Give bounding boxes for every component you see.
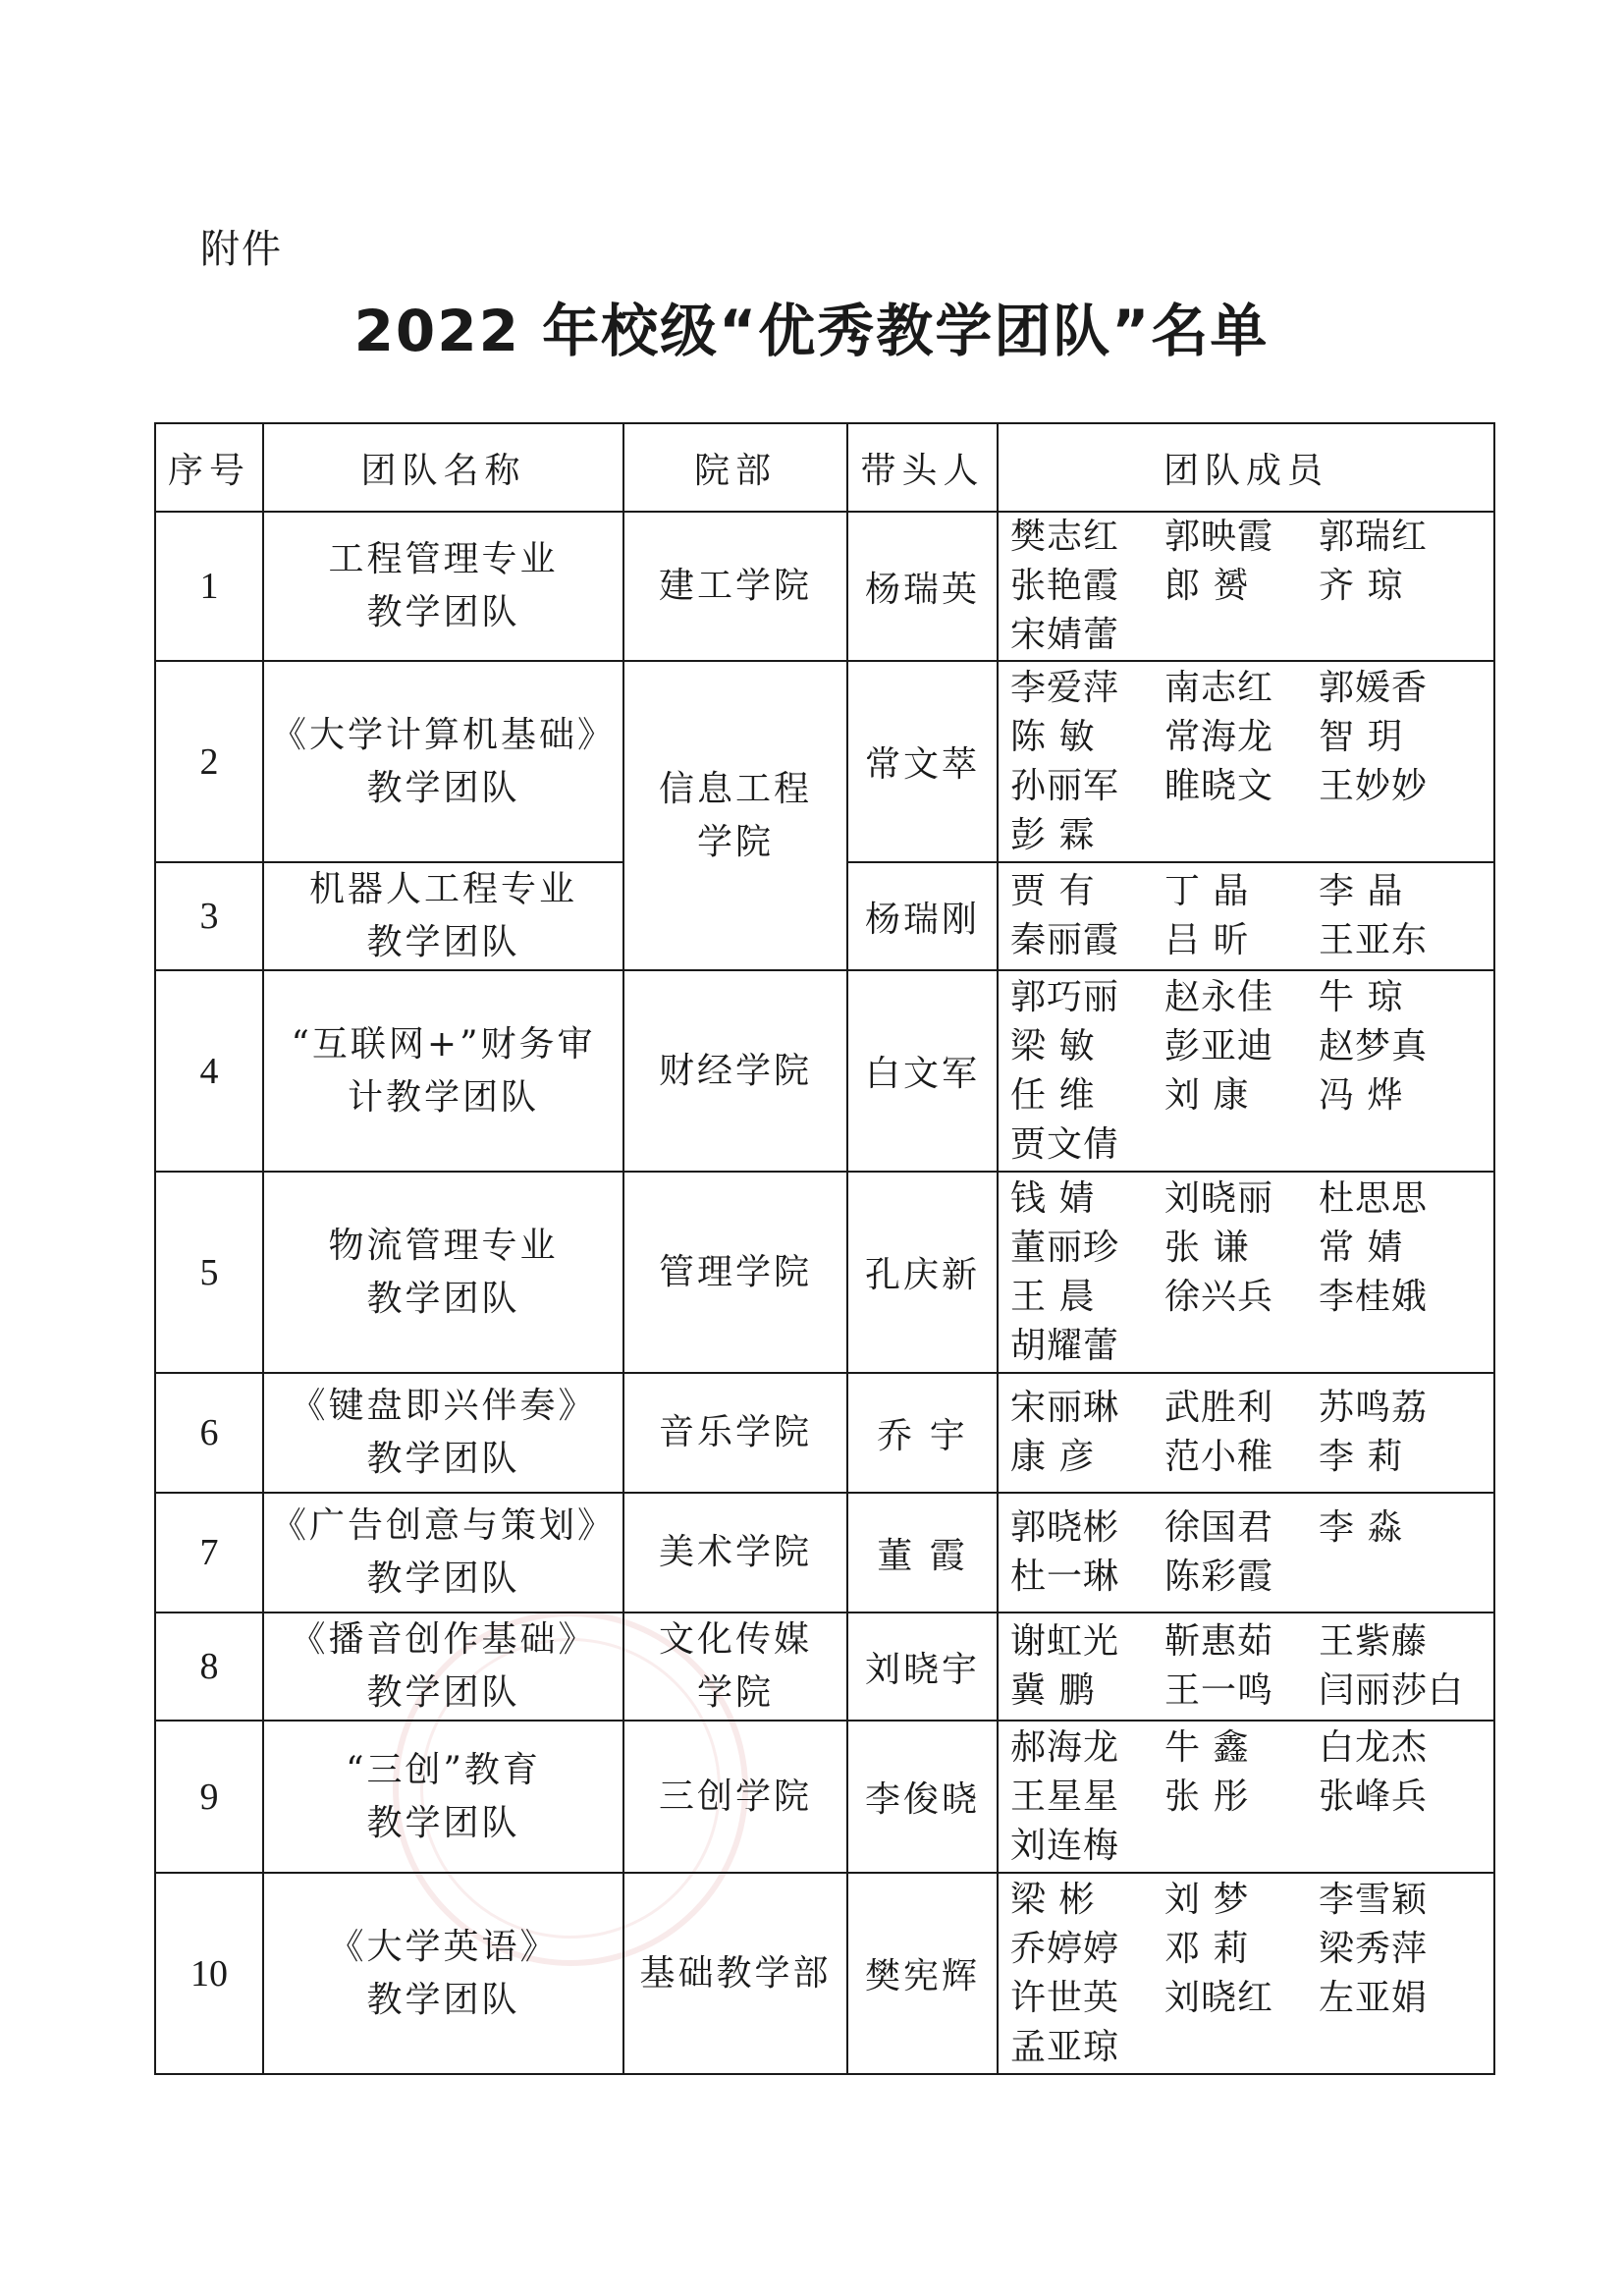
team-name bbox=[263, 1373, 623, 1493]
team-name-line: 教学团队 bbox=[366, 1672, 520, 1713]
team-members bbox=[998, 1873, 1494, 2074]
team-members bbox=[998, 970, 1494, 1172]
row-number: 6 bbox=[155, 1373, 263, 1493]
team-name-line: 教学团队 bbox=[366, 1558, 520, 1599]
member-name: 赵永佳 bbox=[1164, 976, 1274, 1017]
member-name: 康 彦 bbox=[1010, 1437, 1096, 1477]
department bbox=[623, 1613, 847, 1721]
member-name: 闫丽莎白 bbox=[1319, 1670, 1465, 1711]
team-name-line: 教学团队 bbox=[366, 1802, 520, 1843]
table-row bbox=[155, 1873, 1494, 2074]
member-name: 智 玥 bbox=[1319, 716, 1404, 757]
team-members bbox=[998, 1721, 1494, 1873]
department-line: 管理学院 bbox=[658, 1251, 812, 1292]
team-members bbox=[998, 1172, 1494, 1373]
team-name bbox=[263, 1493, 623, 1613]
team-leader: 常文萃 bbox=[847, 661, 998, 862]
team-name bbox=[263, 862, 623, 970]
department bbox=[623, 661, 847, 970]
member-name: 宋丽琳 bbox=[1010, 1388, 1120, 1428]
team-name-line: 教学团队 bbox=[366, 1439, 520, 1479]
team-members bbox=[998, 661, 1494, 862]
team-name-line: 《键盘即兴伴奏》 bbox=[290, 1386, 597, 1426]
team-name-line: 机器人工程专业 bbox=[308, 869, 577, 909]
row-number: 4 bbox=[155, 970, 263, 1172]
member-name: 张 彤 bbox=[1164, 1776, 1250, 1817]
department-line: 美术学院 bbox=[658, 1532, 812, 1572]
team-name bbox=[263, 1873, 623, 2074]
row-number: 2 bbox=[155, 661, 263, 862]
member-name: 刘 梦 bbox=[1164, 1879, 1250, 1920]
members-grid bbox=[1010, 1503, 1493, 1602]
member-name: 郭晓彬 bbox=[1010, 1507, 1120, 1548]
members-grid bbox=[1010, 1384, 1493, 1482]
member-name: 靳惠茹 bbox=[1164, 1621, 1274, 1662]
members-grid bbox=[1010, 973, 1493, 1170]
member-name: 冯 烨 bbox=[1319, 1074, 1404, 1116]
member-name: 刘 康 bbox=[1164, 1074, 1250, 1116]
member-name: 王 晨 bbox=[1010, 1276, 1096, 1317]
member-name: 刘晓红 bbox=[1164, 1977, 1274, 2018]
member-name: 睢晓文 bbox=[1164, 765, 1274, 806]
header-num: 序号 bbox=[155, 423, 263, 512]
row-number: 5 bbox=[155, 1172, 263, 1373]
member-name: 彭 霖 bbox=[1010, 814, 1096, 855]
department-line: 财经学院 bbox=[658, 1050, 812, 1091]
department bbox=[623, 1373, 847, 1493]
team-name-line: 教学团队 bbox=[366, 1979, 520, 2020]
member-name: 孟亚琼 bbox=[1010, 2026, 1120, 2067]
member-name: 张峰兵 bbox=[1319, 1776, 1429, 1817]
team-name bbox=[263, 661, 623, 862]
member-name: 武胜利 bbox=[1164, 1388, 1274, 1428]
team-leader: 孔庆新 bbox=[847, 1172, 998, 1373]
table-header-row bbox=[155, 423, 1494, 512]
table-row bbox=[155, 1721, 1494, 1873]
member-name: 徐国君 bbox=[1164, 1507, 1274, 1548]
department-line: 文化传媒 bbox=[658, 1619, 812, 1660]
member-name: 贾文倩 bbox=[1010, 1123, 1120, 1165]
member-name: 李 晶 bbox=[1319, 871, 1404, 911]
team-name-line: 《大学英语》 bbox=[328, 1926, 559, 1967]
member-name: 王妙妙 bbox=[1319, 765, 1429, 806]
table-row bbox=[155, 512, 1494, 661]
member-name: 白龙杰 bbox=[1319, 1726, 1429, 1768]
member-name: 齐 琼 bbox=[1319, 566, 1404, 606]
member-name: 陈 敏 bbox=[1010, 716, 1096, 757]
row-number: 1 bbox=[155, 512, 263, 661]
team-name-line: 计教学团队 bbox=[347, 1076, 539, 1118]
team-leader: 李俊晓 bbox=[847, 1721, 998, 1873]
member-name: 王星星 bbox=[1010, 1776, 1120, 1817]
team-leader: 白文军 bbox=[847, 970, 998, 1172]
department-line: 学院 bbox=[696, 1672, 774, 1713]
member-name: 陈彩霞 bbox=[1164, 1557, 1274, 1597]
team-members bbox=[998, 512, 1494, 661]
member-name: 牛 琼 bbox=[1319, 976, 1404, 1017]
member-name: 郭巧丽 bbox=[1010, 976, 1120, 1017]
members-grid bbox=[1010, 1175, 1493, 1371]
member-name: 梁 敏 bbox=[1010, 1025, 1096, 1066]
member-name: 彭亚迪 bbox=[1164, 1025, 1274, 1066]
team-name-line: 《广告创意与策划》 bbox=[270, 1505, 616, 1546]
department bbox=[623, 1493, 847, 1613]
team-leader: 杨瑞英 bbox=[847, 512, 998, 661]
member-name: 贾 有 bbox=[1010, 871, 1096, 911]
member-name: 樊志红 bbox=[1010, 517, 1120, 557]
department bbox=[623, 512, 847, 661]
department bbox=[623, 1873, 847, 2074]
member-name: 郎 赟 bbox=[1164, 566, 1250, 606]
department bbox=[623, 1721, 847, 1873]
member-name: 刘晓丽 bbox=[1164, 1177, 1274, 1219]
team-members bbox=[998, 1493, 1494, 1613]
member-name: 南志红 bbox=[1164, 667, 1274, 708]
department-line: 三创学院 bbox=[658, 1776, 812, 1817]
department bbox=[623, 970, 847, 1172]
members-grid bbox=[1010, 1617, 1493, 1716]
member-name: 苏鸣荔 bbox=[1319, 1388, 1429, 1428]
member-name: 宋婧蕾 bbox=[1010, 615, 1120, 655]
member-name: 郝海龙 bbox=[1010, 1726, 1120, 1768]
team-name-line: 《大学计算机基础》 bbox=[270, 714, 616, 755]
team-name bbox=[263, 512, 623, 661]
team-name-line: 教学团队 bbox=[366, 592, 520, 632]
members-grid bbox=[1010, 1876, 1493, 2072]
member-name: 郭瑞红 bbox=[1319, 517, 1429, 557]
member-name: 钱 婧 bbox=[1010, 1177, 1096, 1219]
team-leader: 樊宪辉 bbox=[847, 1873, 998, 2074]
department-line: 基础教学部 bbox=[639, 1952, 832, 1994]
member-name: 任 维 bbox=[1010, 1074, 1096, 1116]
department bbox=[623, 1172, 847, 1373]
member-name: 张 谦 bbox=[1164, 1227, 1250, 1268]
team-roster-table bbox=[154, 422, 1495, 2075]
header-members: 团队成员 bbox=[998, 423, 1494, 512]
team-members bbox=[998, 862, 1494, 970]
table-row bbox=[155, 970, 1494, 1172]
member-name: 杜一琳 bbox=[1010, 1557, 1120, 1597]
member-name: 郭映霞 bbox=[1164, 517, 1274, 557]
attachment-label: 附件 bbox=[200, 227, 283, 272]
members-grid bbox=[1010, 867, 1493, 965]
member-name: 孙丽军 bbox=[1010, 765, 1120, 806]
team-name-line: 工程管理专业 bbox=[328, 539, 559, 579]
row-number: 8 bbox=[155, 1613, 263, 1721]
team-members bbox=[998, 1373, 1494, 1493]
member-name: 冀 鹏 bbox=[1010, 1670, 1096, 1711]
department-line: 建工学院 bbox=[658, 566, 812, 606]
member-name: 胡耀蕾 bbox=[1010, 1325, 1120, 1366]
member-name: 李 淼 bbox=[1319, 1507, 1404, 1548]
team-name bbox=[263, 1613, 623, 1721]
member-name: 王亚东 bbox=[1319, 920, 1429, 960]
member-name: 李雪颖 bbox=[1319, 1879, 1429, 1920]
header-dept: 院部 bbox=[623, 423, 847, 512]
team-name-line: 物流管理专业 bbox=[328, 1225, 559, 1266]
member-name: 常海龙 bbox=[1164, 716, 1274, 757]
member-name: 赵梦真 bbox=[1319, 1025, 1429, 1066]
member-name: 吕 昕 bbox=[1164, 920, 1250, 960]
member-name: 谢虹光 bbox=[1010, 1621, 1120, 1662]
member-name: 徐兴兵 bbox=[1164, 1276, 1274, 1317]
table-row bbox=[155, 1493, 1494, 1613]
document-title: 2022 年校级“优秀教学团队”名单 bbox=[353, 298, 1270, 364]
department-line: 信息工程 bbox=[658, 768, 812, 809]
table-row bbox=[155, 1613, 1494, 1721]
team-leader: 杨瑞刚 bbox=[847, 862, 998, 970]
member-name: 邓 莉 bbox=[1164, 1928, 1250, 1969]
row-number: 3 bbox=[155, 862, 263, 970]
member-name: 董丽珍 bbox=[1010, 1227, 1120, 1268]
member-name: 郭媛香 bbox=[1319, 667, 1429, 708]
team-name-line: 教学团队 bbox=[366, 767, 520, 808]
member-name: 李桂娥 bbox=[1319, 1276, 1429, 1317]
member-name: 梁秀萍 bbox=[1319, 1928, 1429, 1969]
member-name: 许世英 bbox=[1010, 1977, 1120, 2018]
member-name: 常 婧 bbox=[1319, 1227, 1404, 1268]
team-name-line: 《播音创作基础》 bbox=[290, 1619, 597, 1660]
member-name: 范小稚 bbox=[1164, 1437, 1274, 1477]
team-name-line: 教学团队 bbox=[366, 922, 520, 962]
member-name: 杜思思 bbox=[1319, 1177, 1429, 1219]
members-grid bbox=[1010, 513, 1493, 660]
member-name: 梁 彬 bbox=[1010, 1879, 1096, 1920]
member-name: 王紫藤 bbox=[1319, 1621, 1429, 1662]
member-name: 李 莉 bbox=[1319, 1437, 1404, 1477]
table-row bbox=[155, 661, 1494, 862]
member-name: 王一鸣 bbox=[1164, 1670, 1274, 1711]
members-grid bbox=[1010, 1723, 1493, 1871]
team-leader: 刘晓宇 bbox=[847, 1613, 998, 1721]
row-number: 7 bbox=[155, 1493, 263, 1613]
team-leader: 乔 宇 bbox=[847, 1373, 998, 1493]
member-name: 乔婷婷 bbox=[1010, 1928, 1120, 1969]
member-name: 李爱萍 bbox=[1010, 667, 1120, 708]
header-team: 团队名称 bbox=[263, 423, 623, 512]
member-name: 丁 晶 bbox=[1164, 871, 1250, 911]
member-name: 左亚娟 bbox=[1319, 1977, 1429, 2018]
table-row bbox=[155, 1172, 1494, 1373]
member-name: 秦丽霞 bbox=[1010, 920, 1120, 960]
members-grid bbox=[1010, 664, 1493, 860]
row-number: 10 bbox=[155, 1873, 263, 2074]
member-name: 张艳霞 bbox=[1010, 566, 1120, 606]
member-name: 刘连梅 bbox=[1010, 1825, 1120, 1866]
header-leader: 带头人 bbox=[847, 423, 998, 512]
team-leader: 董 霞 bbox=[847, 1493, 998, 1613]
table-row bbox=[155, 1373, 1494, 1493]
table-body bbox=[155, 512, 1494, 2074]
department-line: 音乐学院 bbox=[658, 1412, 812, 1452]
team-name bbox=[263, 970, 623, 1172]
team-members bbox=[998, 1613, 1494, 1721]
team-name-line: 教学团队 bbox=[366, 1278, 520, 1319]
department-line: 学院 bbox=[696, 821, 774, 862]
team-name bbox=[263, 1721, 623, 1873]
team-name-line: “三创”教育 bbox=[346, 1749, 541, 1790]
member-name: 牛 鑫 bbox=[1164, 1726, 1250, 1768]
team-name bbox=[263, 1172, 623, 1373]
row-number: 9 bbox=[155, 1721, 263, 1873]
team-name-line: “互联网+”财务审 bbox=[291, 1023, 596, 1065]
